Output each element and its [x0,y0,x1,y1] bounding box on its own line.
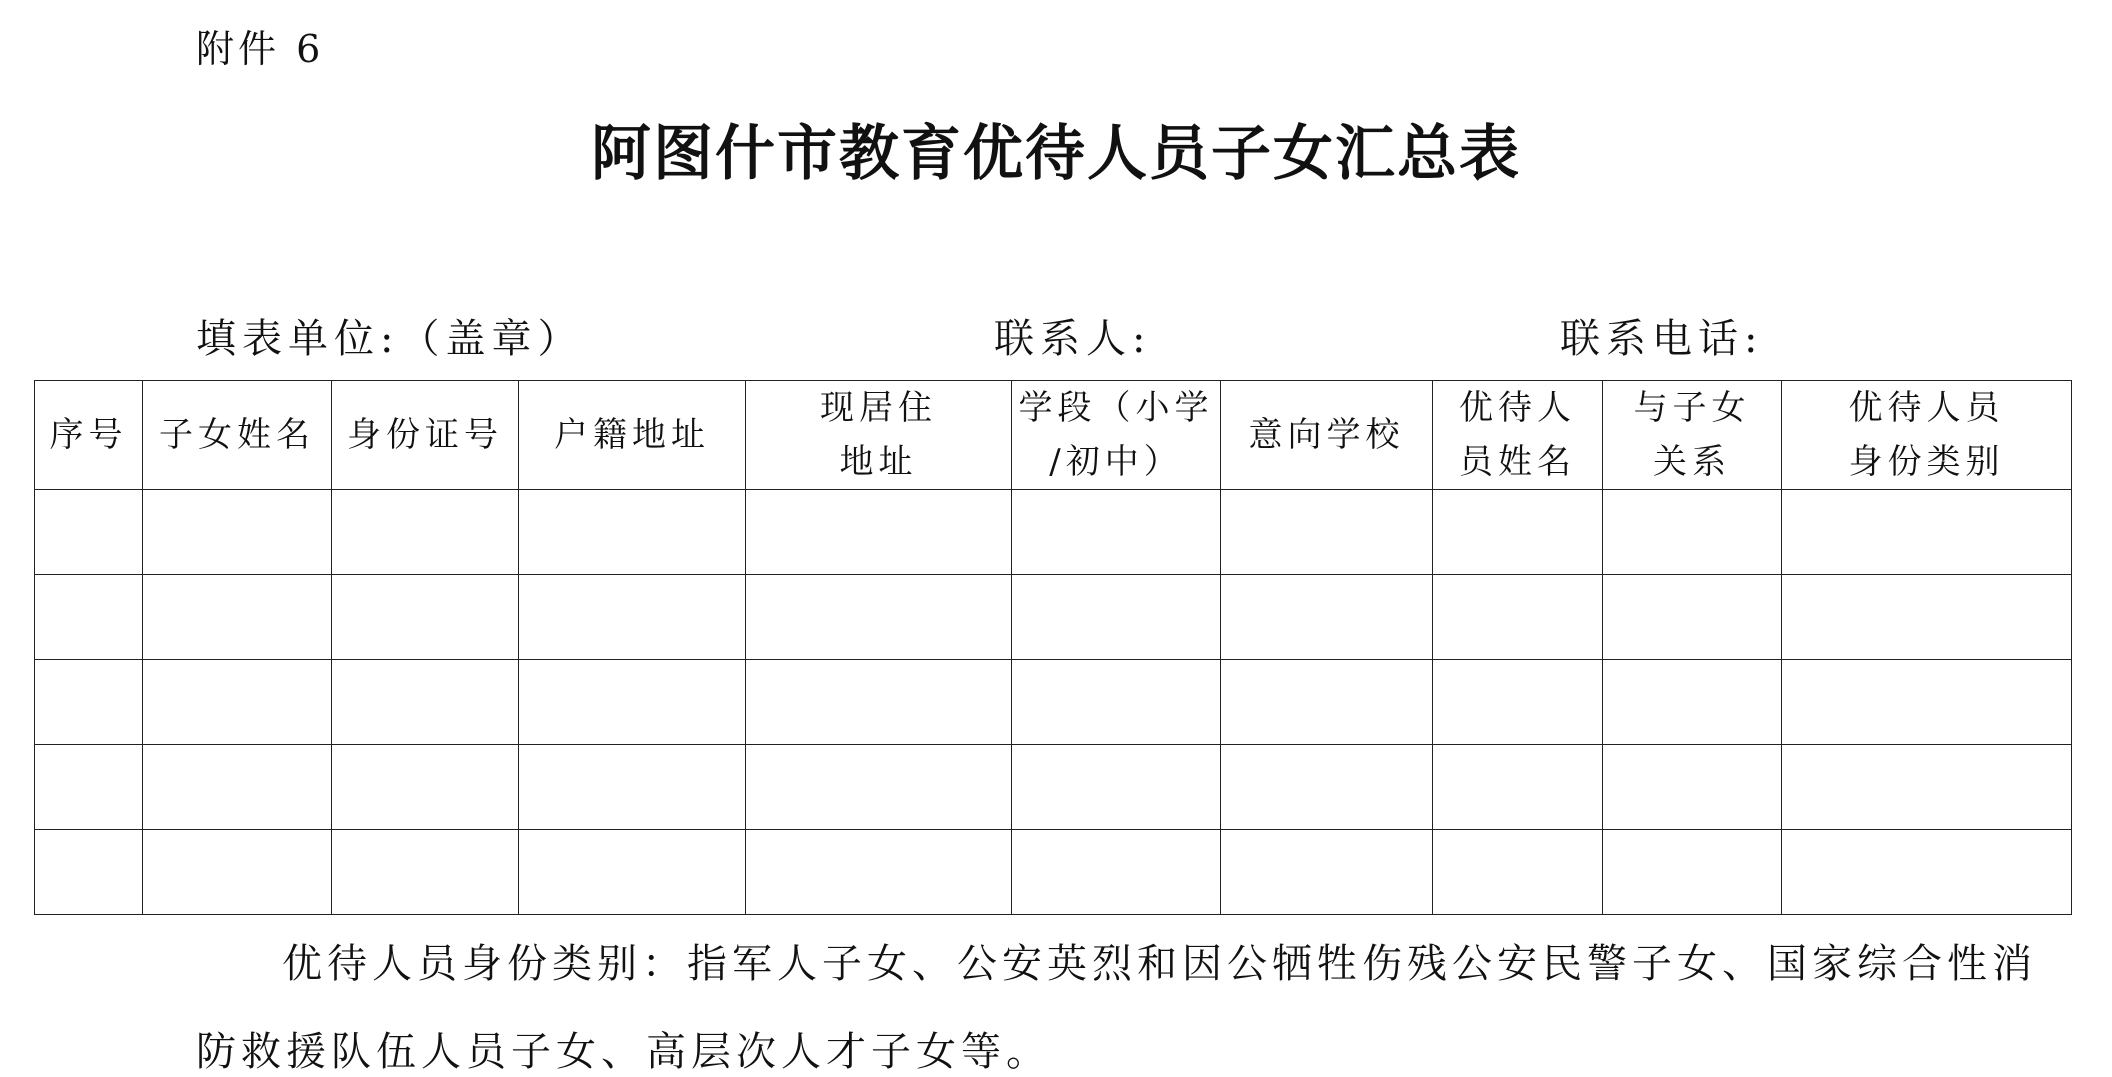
table-cell [746,830,1012,915]
filling-unit-label: 填表单位:（盖章） [196,316,584,362]
header-row [35,381,2072,490]
header-current-address-line1: 现居住 [820,388,937,428]
header-current-address-line2: 地址 [839,442,918,482]
header-intended-school-line1: 意向学校 [1248,415,1405,455]
table-cell [143,830,332,915]
table-cell [1603,830,1782,915]
table-row [35,830,2072,915]
table-cell [1433,745,1603,830]
table-cell [1782,490,2072,575]
table-cell [1433,490,1603,575]
header-school-stage [1012,381,1221,490]
table-cell [1433,660,1603,745]
table-cell [1433,575,1603,660]
header-preferential-person-name-line1: 优待人 [1459,388,1576,428]
header-identity-category [1782,381,2072,490]
table-cell [519,830,746,915]
table-cell [1603,745,1782,830]
table-cell [143,490,332,575]
table-cell [1221,745,1433,830]
table-row [35,660,2072,745]
table-cell [35,830,143,915]
table-cell [1012,830,1221,915]
table-cell [1782,830,2072,915]
table-cell [746,490,1012,575]
table-cell [332,575,519,660]
table-cell [332,830,519,915]
header-preferential-person-name-line2: 员姓名 [1459,442,1576,482]
table-cell [143,660,332,745]
table-cell [35,660,143,745]
table-cell [1221,660,1433,745]
table-cell [35,745,143,830]
table-row [35,745,2072,830]
table-cell [332,490,519,575]
table-cell [746,575,1012,660]
header-id-number-line1: 身份证号 [347,415,503,455]
table-cell [35,490,143,575]
contact-person-label: 联系人: [994,316,1152,362]
header-current-address [746,381,1012,490]
table-body [35,490,2072,915]
table-cell [1012,745,1221,830]
table-cell [1221,830,1433,915]
table-cell [1012,575,1221,660]
table-cell [1782,575,2072,660]
header-relationship [1603,381,1782,490]
note-line-2: 防救援队伍人员子女、高层次人才子女等。 [196,1029,1051,1075]
table-cell [1012,660,1221,745]
table-cell [1782,745,2072,830]
note-line-1: 优待人员身份类别：指军人子女、公安英烈和因公牺牲伤残公安民警子女、国家综合性消 [282,941,2037,987]
table-cell [519,660,746,745]
header-preferential-person-name [1433,381,1603,490]
header-relationship-line2: 关系 [1653,442,1731,482]
header-index [35,381,143,490]
header-index-line1: 序号 [49,415,128,455]
table-cell [143,575,332,660]
table-row [35,575,2072,660]
table-cell [1012,490,1221,575]
header-intended-school [1221,381,1433,490]
table-cell [1603,575,1782,660]
summary-table [34,380,2072,915]
table-cell [746,660,1012,745]
table-cell [1221,575,1433,660]
table-cell [332,660,519,745]
header-school-stage-line2: /初中） [1049,442,1183,482]
table-cell [35,575,143,660]
header-child-name-line1: 子女姓名 [159,415,315,455]
table-cell [1433,830,1603,915]
header-child-name [143,381,332,490]
table-cell [1221,490,1433,575]
header-id-number [332,381,519,490]
table-cell [519,745,746,830]
header-identity-category-line2: 身份类别 [1848,442,2005,482]
table-cell [746,745,1012,830]
table-cell [519,575,746,660]
table-cell [1603,490,1782,575]
table-cell [1603,660,1782,745]
table-row [35,490,2072,575]
table-cell [332,745,519,830]
page-title: 阿图什市教育优待人员子女汇总表 [591,119,1521,189]
header-identity-category-line1: 优待人员 [1848,388,2005,428]
contact-phone-label: 联系电话: [1560,316,1764,362]
header-relationship-line1: 与子女 [1633,388,1751,428]
table-cell [1782,660,2072,745]
header-school-stage-line1: 学段（小学 [1018,388,1214,428]
attachment-label: 附件 6 [196,27,325,71]
table-cell [143,745,332,830]
header-household-address [519,381,746,490]
table-cell [519,490,746,575]
header-household-address-line1: 户籍地址 [554,415,710,455]
